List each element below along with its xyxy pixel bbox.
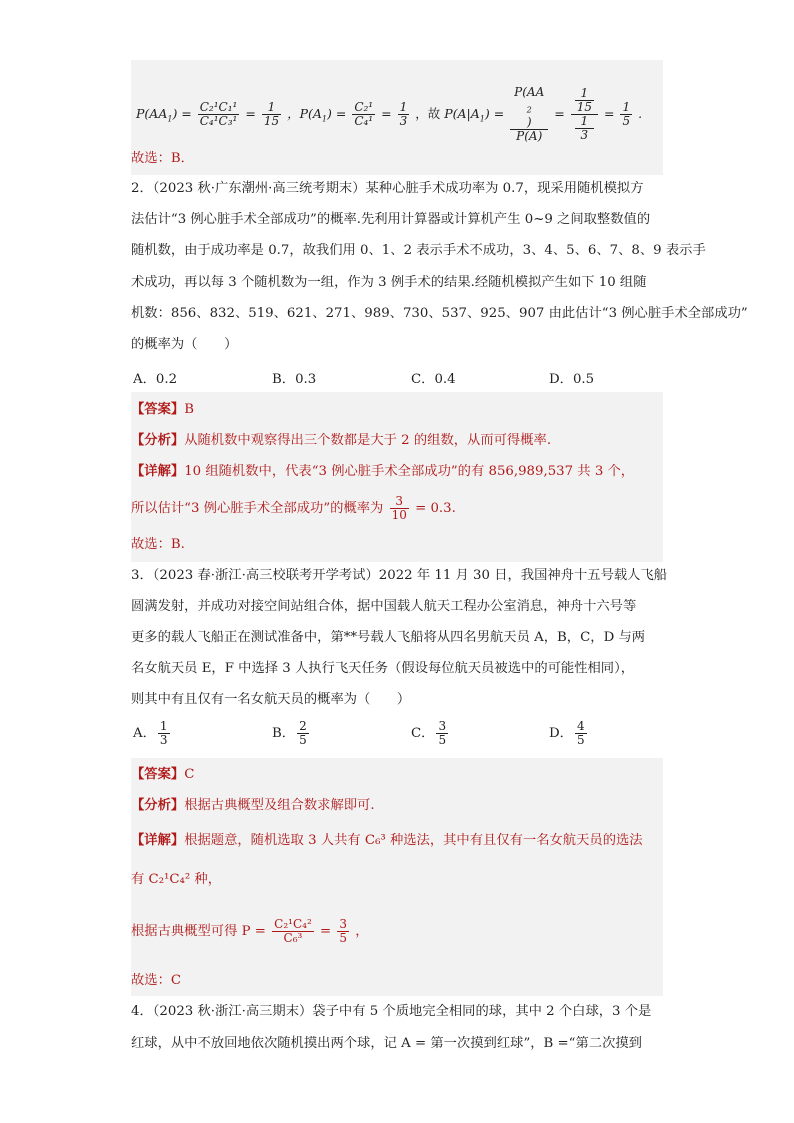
detail3-den: C₆³ xyxy=(283,931,303,945)
analysis-tag: 【分析】 xyxy=(131,433,185,448)
nested-den: 1 xyxy=(575,115,594,129)
q3-option-d-label: D． xyxy=(549,726,573,741)
final-den: 5 xyxy=(622,114,631,129)
detail3-num: C₂¹C₄² xyxy=(274,917,312,931)
final-num: 1 xyxy=(622,100,631,115)
p1-val-num: 1 xyxy=(262,101,281,115)
q2-line3: 随机数，由于成功率是 0.7，故我们用 0、1、2 表示手术不成功，3、4、5、6、7、8、9 表示手 xyxy=(131,243,706,258)
q3-line1: 3．（2023 春·浙江·高三校联考开学考试）2022 年 11 月 30 日，我国神舟十五号载人飞船 xyxy=(131,568,668,583)
p3-left-end: ) = xyxy=(484,106,505,122)
q2-line5: 机数：856、832、519、621、271、989、730、537、925、907 由此估计“3 例心脏手术全部成功” xyxy=(131,306,748,321)
detail2-num: 3 xyxy=(390,495,409,509)
p1-left: P(AA xyxy=(136,106,168,122)
conclusion-prefix: ，故 xyxy=(415,106,441,122)
p3-left: P(A|A xyxy=(444,106,480,122)
detail3-val-num: 3 xyxy=(339,917,348,931)
p2-val-den: 3 xyxy=(399,114,408,129)
nested-frac xyxy=(571,87,598,142)
p1-val-den: 15 xyxy=(263,114,280,129)
q3-detail-line3 xyxy=(131,918,369,945)
q1-selected: 故选：B． xyxy=(131,151,194,166)
q3-option-c-num: 3 xyxy=(438,719,447,733)
detail2-frac xyxy=(390,495,409,522)
q3-option-b-den: 5 xyxy=(299,733,307,747)
p3-eq: = xyxy=(554,106,565,122)
q3-option-c-den: 5 xyxy=(438,733,447,747)
p3-num: P(AA xyxy=(514,85,545,99)
q2-option-b: B．0.3 xyxy=(272,372,317,387)
q3-option-a xyxy=(133,720,172,747)
q2-line6: 的概率为（ ） xyxy=(131,337,238,352)
q2-answer xyxy=(131,401,194,419)
p2-val-num: 1 xyxy=(399,100,408,115)
q3-option-a-label: A． xyxy=(133,726,156,741)
q2-line2: 法估计“3 例心脏手术全部成功”的概率.先利用计算器或计算机产生 0~9 之间取整数值的 xyxy=(131,212,651,227)
q3-option-d xyxy=(549,720,589,747)
q3-line3: 更多的载人飞船正在测试准备中，第**号载人飞船将从四名男航天员 A，B，C，D 与两 xyxy=(131,630,646,645)
p2-den: C₄¹ xyxy=(354,114,374,129)
q2-selected: 故选：B. xyxy=(131,537,185,552)
p2-eq: = xyxy=(381,106,392,122)
nested-num-num: 1 xyxy=(575,87,594,101)
detail-tag: 【详解】 xyxy=(131,464,185,479)
detail3-eq: = xyxy=(320,924,332,939)
q3-option-c-label: C． xyxy=(411,726,435,741)
detail3-frac xyxy=(272,918,314,945)
detail-tag: 【详解】 xyxy=(131,833,185,848)
formula-end: . xyxy=(638,106,643,122)
p1-left-end: ) = xyxy=(172,106,192,122)
answer-value: C xyxy=(184,767,195,782)
detail3-prefix: 根据古典概型可得 P = xyxy=(131,924,266,939)
p3-frac: P(AA $_2$ ) P(A) xyxy=(510,86,548,143)
q3-option-c xyxy=(411,720,450,747)
q3-option-d-num: 4 xyxy=(576,719,585,733)
detail2-den: 10 xyxy=(391,508,407,522)
q2-option-c: C．0.4 xyxy=(411,372,456,387)
q2-option-a: A．0.2 xyxy=(133,372,178,387)
q4-line2: 红球，从中不放回地依次随机摸出两个球，记 A = 第一次摸到红球”，B =“第二次摸到 xyxy=(131,1036,642,1051)
p2-frac xyxy=(352,101,375,128)
final-frac xyxy=(620,101,632,128)
p2-left-end: ) = xyxy=(327,106,347,122)
detail2-suffix: = 0.3. xyxy=(415,501,456,516)
p2-num: C₂¹ xyxy=(354,100,374,115)
q2-detail xyxy=(131,463,634,481)
q3-line2: 圆满发射，并成功对接空间站组合体，据中国载人航天工程办公室消息，神舟十六号等 xyxy=(131,599,637,614)
q2-line4: 术成功，再以每 3 个随机数为一组，作为 3 例手术的结果.经随机模拟产生如下 10 组随 xyxy=(131,275,647,290)
q3-option-d-den: 5 xyxy=(576,733,585,747)
q3-answer xyxy=(131,766,194,784)
q3-option-b xyxy=(272,720,311,747)
p1-val xyxy=(262,101,281,128)
answer-value: B xyxy=(184,402,194,417)
detail-text: 10 组随机数中，代表“3 例心脏手术全部成功”的有 856,989,537 共 3 个， xyxy=(184,464,635,479)
p3-den: P(A) xyxy=(516,129,543,144)
q2-detail-line2 xyxy=(131,495,456,522)
detail-text: 根据题意，随机选取 3 人共有 C₆³ 种选法，其中有且仅有一名女航天员的选法 xyxy=(184,833,643,848)
detail3-suffix: ， xyxy=(355,924,369,939)
final-eq: = xyxy=(603,106,615,122)
formula-line-q1: $P(AA_1)$ = $\frac{\text{C₂¹C₁¹}}{\text{C₄¹C₃¹}}$ = $\frac{1}{15}$ ，$P(A_1)$ = $\frac{\text{C₂¹}}{\text{C₄¹}}$ = $\frac{1}{3}$ ，故 $P(A|A_1)$ = P(AA $_2$ ) P(A) = 1 15 1 3 = $\frac{1}{5}$ . xyxy=(136,85,643,144)
nested-den-den: 3 xyxy=(580,128,589,143)
q3-line4: 名女航天员 E，F 中选择 3 人执行飞天任务（假设每位航天员被选中的可能性相同）， xyxy=(131,661,635,676)
q3-line5: 则其中有且仅有一名女航天员的概率为（ ） xyxy=(131,692,411,707)
q3-analysis xyxy=(131,797,375,815)
answer-tag: 【答案】 xyxy=(131,402,185,417)
q3-option-a-num: 1 xyxy=(159,719,168,733)
p2-left: ，P(A xyxy=(287,106,322,122)
q3-option-b-num: 2 xyxy=(299,719,307,733)
detail2-prefix: 所以估计“3 例心脏手术全部成功”的概率为 xyxy=(131,501,384,516)
q3-option-a-den: 3 xyxy=(159,733,168,747)
analysis-tag: 【分析】 xyxy=(131,798,185,813)
q3-selected: 故选：C xyxy=(131,973,182,988)
q3-detail-line2: 有 C₂¹C₄² 种， xyxy=(131,872,222,887)
answer-tag: 【答案】 xyxy=(131,767,185,782)
analysis-text: 根据古典概型及组合数求解即可. xyxy=(184,798,375,813)
p2-val xyxy=(398,101,410,128)
p1-num: C₂¹C₁¹ xyxy=(199,100,238,115)
p1-frac xyxy=(198,101,240,128)
q3-detail xyxy=(131,832,643,850)
detail3-val-den: 5 xyxy=(339,931,348,945)
q2-option-d: D．0.5 xyxy=(549,372,595,387)
p3-num-end: ) xyxy=(526,115,532,130)
nested-num-den: 15 xyxy=(576,100,592,115)
p1-den: C₄¹C₃¹ xyxy=(199,114,238,129)
detail3-val xyxy=(337,918,349,945)
p1-eq: = xyxy=(245,106,256,122)
q4-line1: 4．（2023 秋·浙江·高三期末）袋子中有 5 个质地完全相同的球，其中 2 个白球，3 个是 xyxy=(131,1004,652,1019)
analysis-text: 从随机数中观察得出三个数都是大于 2 的组数，从而可得概率. xyxy=(184,433,552,448)
q3-option-b-label: B． xyxy=(272,726,296,741)
q2-line1: 2．（2023 秋·广东潮州·高三统考期末）某种心脏手术成功率为 0.7，现采用随机模拟方 xyxy=(131,181,644,196)
q2-analysis xyxy=(131,432,551,450)
